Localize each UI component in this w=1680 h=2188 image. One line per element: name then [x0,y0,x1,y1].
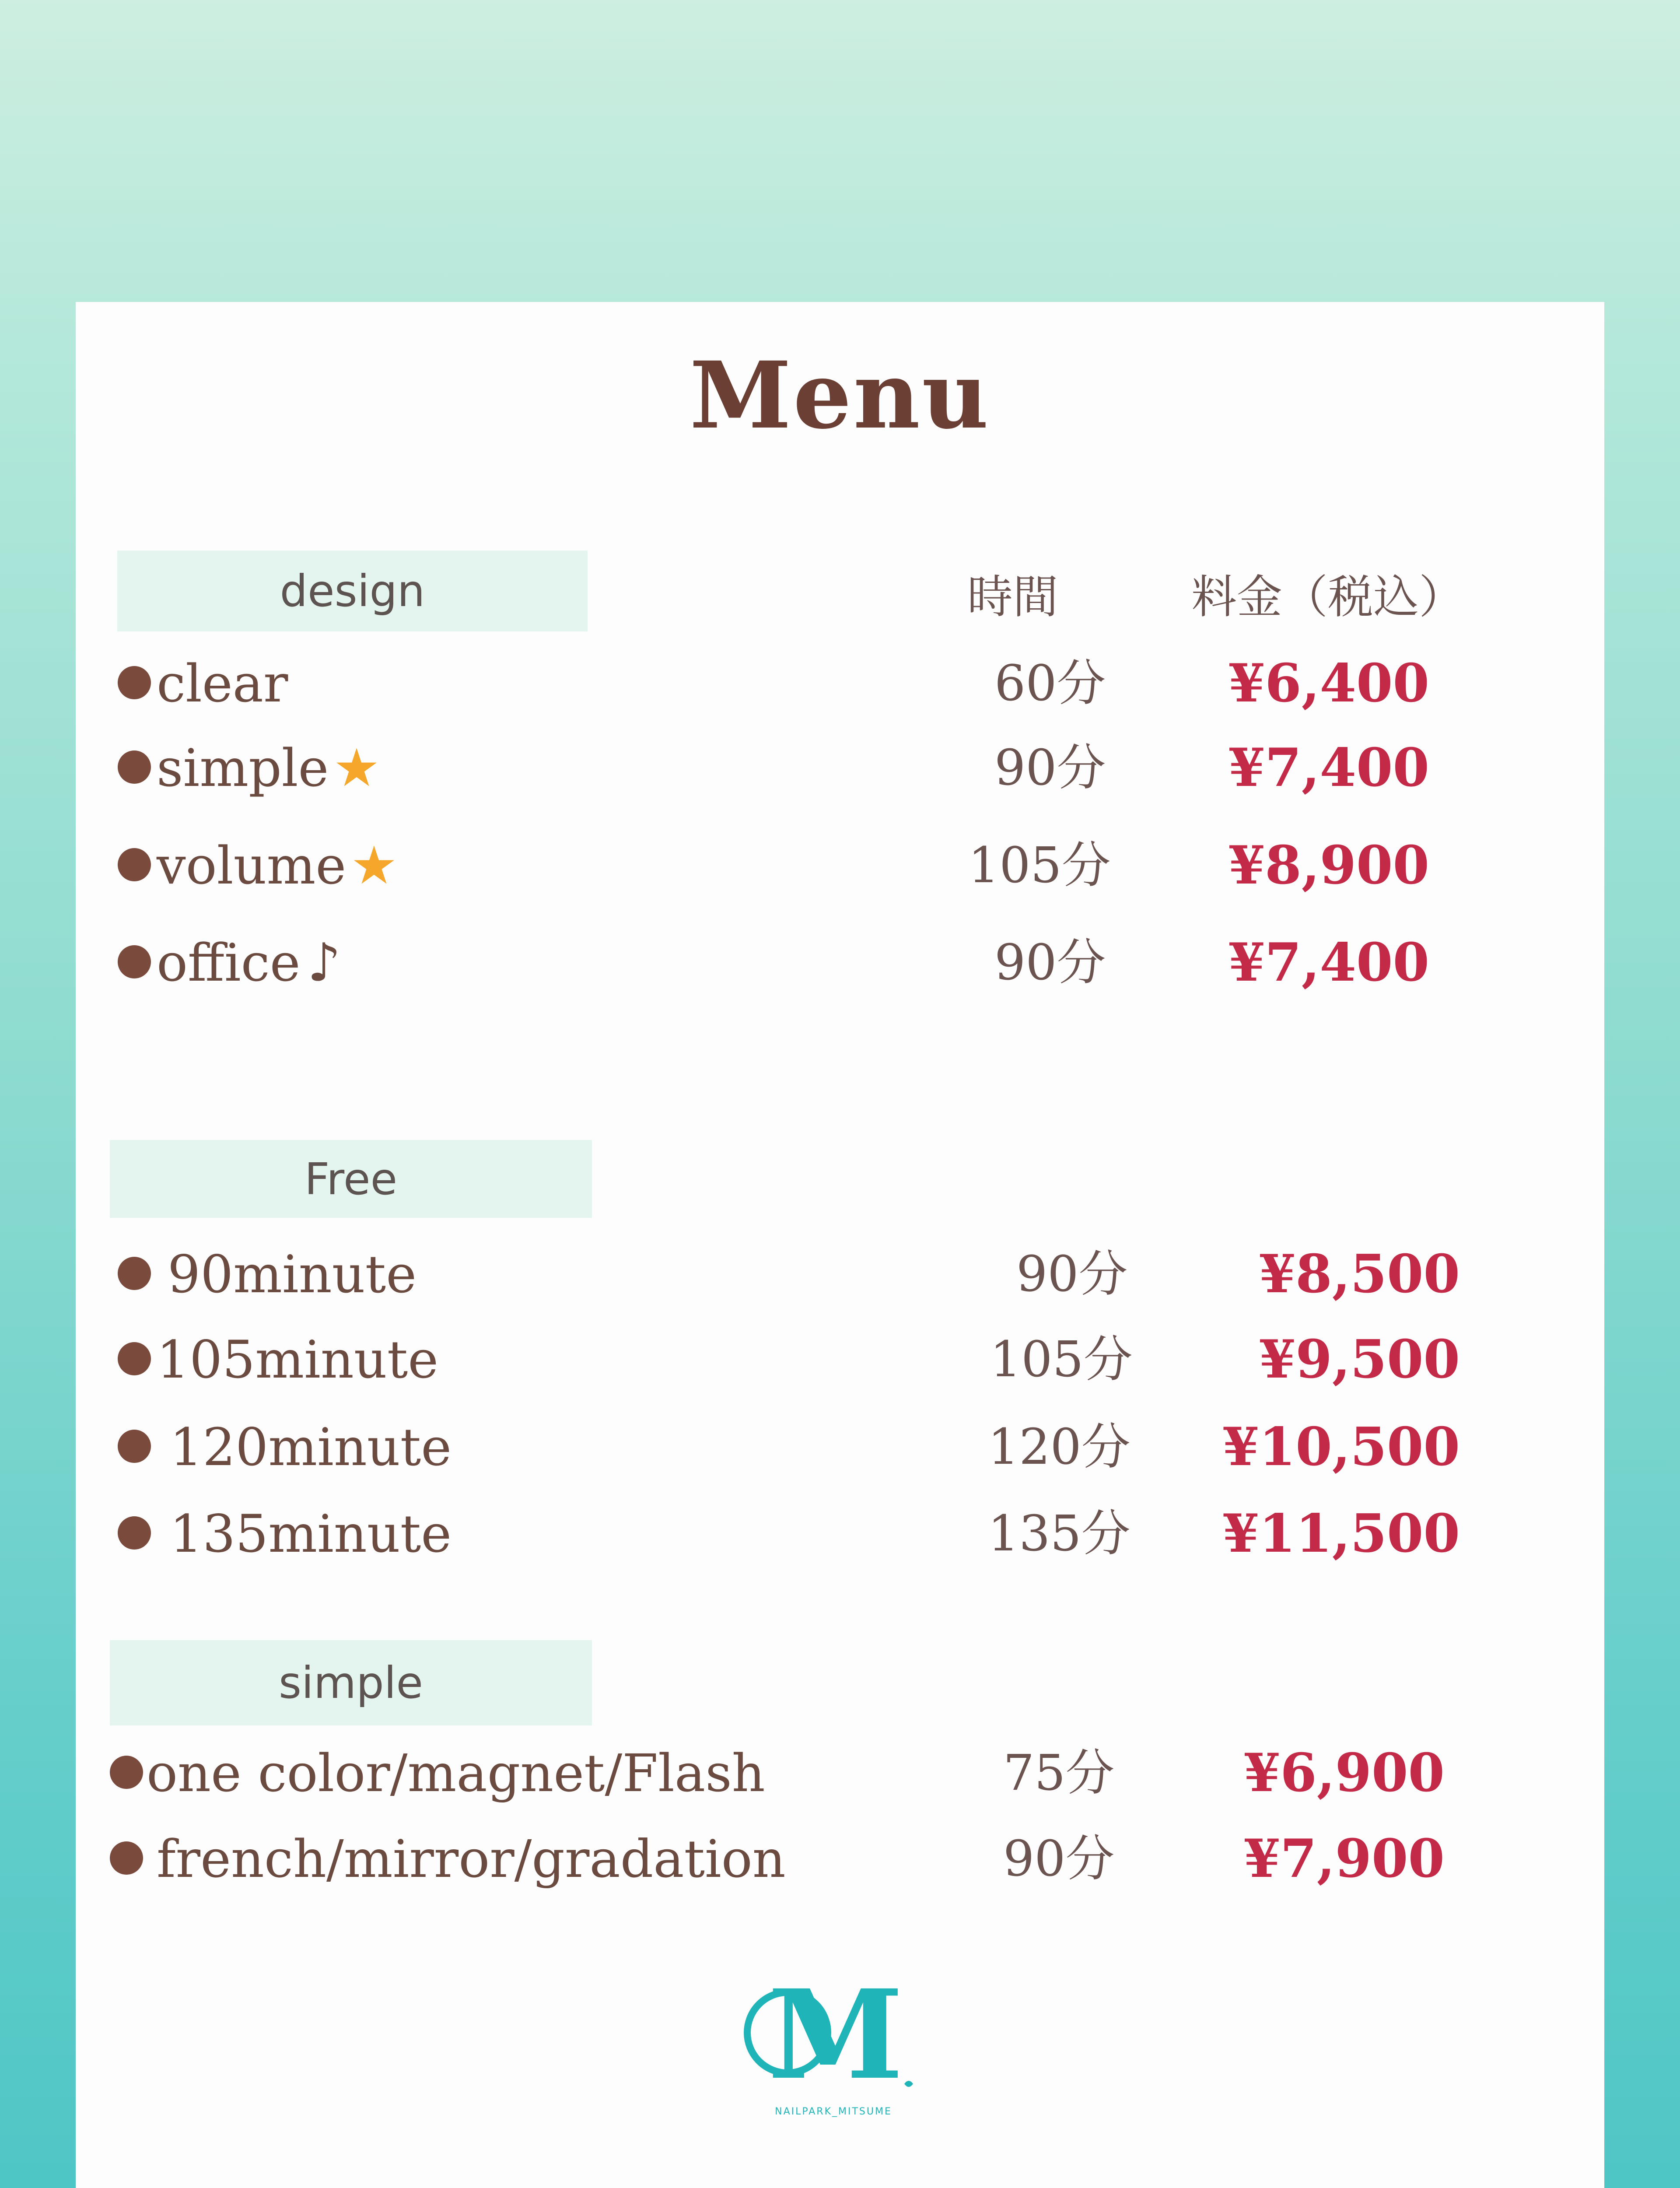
bullet-dot [118,1516,151,1550]
item-time: 90分 [1003,1830,1115,1887]
bullet-dot [118,750,151,784]
item-price: ¥11,500 [1222,1503,1460,1564]
logo-letter: M [768,1974,903,2107]
menu-item [76,1738,1604,1808]
item-price: ¥6,900 [1243,1742,1445,1804]
column-header-time: 時間 [967,570,1059,624]
item-name: volume [157,835,346,896]
item-name: simple [157,738,329,798]
menu-item [76,1412,1604,1482]
section-label-design: design [117,551,588,631]
item-name: 135minute [170,1504,452,1564]
menu-item [76,1239,1604,1309]
menu-item [76,928,1604,998]
menu-card [76,302,1604,2188]
star-icon: ★ [350,835,398,896]
item-price: ¥8,900 [1228,835,1429,896]
column-header-price: 料金（税込） [1191,570,1465,624]
star-icon: ★ [333,738,380,799]
item-name: clear [157,653,288,714]
item-time: 90分 [1016,1246,1128,1303]
item-time: 120分 [988,1419,1130,1476]
bullet-dot [118,1257,151,1290]
page-title: Menu [690,341,990,449]
item-time: 75分 [1003,1745,1115,1802]
section-label-free: Free [110,1140,592,1218]
item-name: 120minute [170,1417,452,1477]
menu-item [76,1325,1604,1395]
bullet-dot [118,666,151,699]
item-name: 90minute [168,1244,417,1304]
item-name: 105minute [157,1329,439,1390]
item-time: 105分 [990,1331,1133,1388]
music-note-icon: ♪ [307,933,341,993]
item-time: 90分 [994,934,1106,991]
logo-caption: NAILPARK_MITSUME [775,2106,892,2117]
menu-item [76,831,1604,901]
nailpark-mitsume-logo [742,1974,925,2127]
section-label-simple: simple [110,1640,592,1725]
item-time: 90分 [994,740,1106,796]
menu-item [76,649,1604,719]
item-price: ¥10,500 [1222,1416,1460,1478]
item-price: ¥7,400 [1228,932,1429,993]
bullet-dot [110,1841,143,1875]
item-price: ¥7,900 [1243,1828,1445,1890]
logo-heart-icon [904,2081,913,2087]
bullet-dot [118,1342,151,1375]
bullet-dot [118,945,151,978]
bullet-dot [118,848,151,881]
menu-item [76,1499,1604,1569]
bullet-dot [110,1756,143,1789]
item-price: ¥9,500 [1259,1329,1460,1390]
item-name: french/mirror/gradation [157,1829,786,1889]
item-time: 60分 [994,655,1106,712]
item-name: office [157,933,301,993]
item-price: ¥7,400 [1228,737,1429,799]
item-time: 135分 [988,1505,1130,1562]
item-price: ¥6,400 [1228,652,1429,714]
item-price: ¥8,500 [1259,1243,1460,1305]
bullet-dot [118,1430,151,1463]
item-time: 105分 [968,837,1111,894]
menu-item [76,1824,1604,1894]
item-name: one color/magnet/Flash [147,1743,765,1803]
menu-item [76,733,1604,803]
